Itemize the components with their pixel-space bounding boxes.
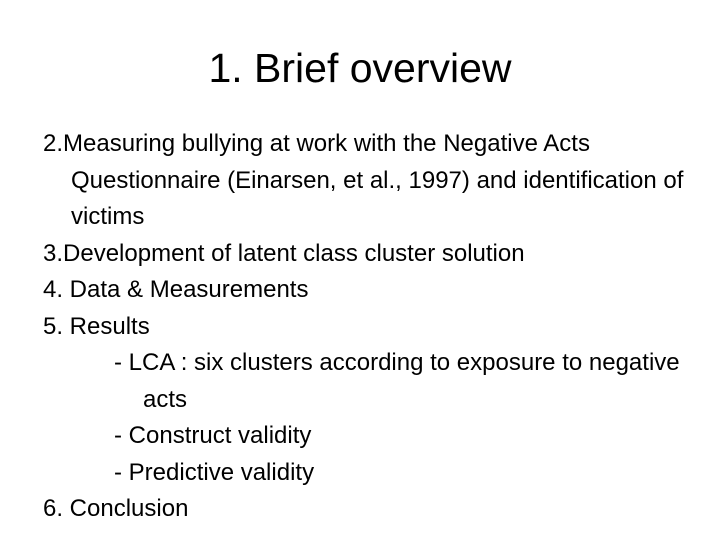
sub-item-lca: - LCA : six clusters according to exposure to negative acts — [114, 349, 680, 413]
list-number: 6. — [43, 495, 64, 522]
list-item-4 — [43, 272, 703, 309]
sub-item-predictive-validity: - Predictive validity — [114, 458, 315, 486]
list-text: Data & Measurements — [63, 276, 309, 303]
list-item-2 — [43, 126, 703, 236]
list-text: Conclusion — [63, 495, 189, 522]
slide-title: 1. Brief overview — [208, 45, 512, 91]
list-item-3 — [43, 236, 703, 273]
sub-item-construct-validity: - Construct validity — [114, 422, 312, 449]
list-number: 2. — [43, 130, 64, 157]
list-item-5 — [43, 309, 703, 346]
list-text: Results — [63, 312, 150, 340]
bullet-list — [43, 126, 703, 528]
list-text: Development of latent class cluster solution — [63, 239, 525, 267]
list-text: Measuring bullying at work with the Negative Acts Questionnaire (Einarsen, et al., 1997) and identification of victims — [63, 130, 684, 230]
list-number: 5. — [43, 312, 64, 340]
list-number: 4. — [43, 276, 64, 303]
list-item-6 — [43, 491, 703, 528]
list-number: 3. — [43, 239, 64, 267]
